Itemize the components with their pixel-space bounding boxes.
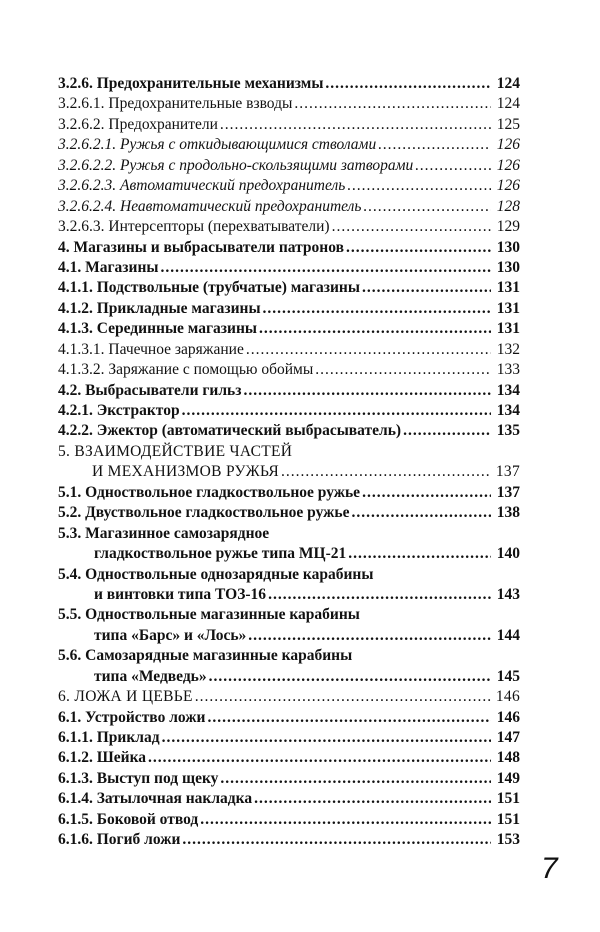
toc-entry [58, 238, 520, 258]
toc-entry-page: 126 [496, 177, 520, 195]
toc-entry [58, 381, 520, 401]
toc-entry [58, 319, 520, 339]
dot-leader [362, 278, 491, 298]
toc-entry [58, 769, 520, 789]
toc-entry [58, 810, 520, 830]
toc-entry-page: 149 [496, 769, 520, 787]
toc-entry-page: 145 [496, 667, 520, 685]
toc-entry-page: 146 [496, 708, 520, 726]
toc-entry-page: 134 [496, 381, 520, 399]
dot-leader [294, 94, 491, 114]
toc-entry [58, 605, 520, 625]
toc-entry-title: 3.2.6. Предохранительные механизмы [58, 75, 324, 92]
toc-entry-title: 5.6. Самозарядные магазинные карабины [58, 647, 353, 665]
toc-entry-title: 5. ВЗАИМОДЕЙСТВИЕ ЧАСТЕЙ [58, 442, 293, 460]
toc-entry [58, 830, 520, 850]
toc-entry-title: 4.1.3.2. Заряжание с помощью обоймы [58, 361, 314, 379]
toc-entry [58, 360, 520, 380]
dot-leader [263, 299, 491, 319]
toc-entry-title: 6.1.3. Выступ под щеку [58, 769, 219, 787]
page-number: 7 [541, 852, 558, 885]
toc-entry [58, 115, 520, 135]
toc-entry-title: 6.1.5. Боковой отвод [58, 810, 199, 828]
toc-entry-title: 5.3. Магазинное самозарядное [58, 524, 270, 542]
toc-entry-title: типа «Барс» и «Лось» [94, 626, 247, 644]
toc-entry-title: 3.2.6.2. Предохранители [58, 115, 218, 133]
dot-leader [332, 217, 491, 237]
dot-leader [346, 238, 491, 258]
dot-leader [254, 789, 491, 809]
toc-entry-page: 137 [495, 463, 520, 481]
dot-leader [182, 401, 491, 421]
toc-entry-title: гладкоствольное ружье типа МЦ-21 [94, 545, 347, 563]
toc-entry [58, 176, 520, 196]
toc-entry [58, 544, 520, 564]
dot-leader [248, 626, 491, 646]
toc-entry [58, 421, 520, 441]
toc-entry-page: 138 [496, 504, 520, 522]
toc-entry-title: 4.2.1. Экстрактор [58, 402, 180, 419]
dot-leader [200, 810, 491, 830]
toc-entry-page: 148 [496, 749, 520, 767]
toc-entry-title: 5.1. Одноствольное гладкоствольное ружье [58, 483, 361, 501]
dot-leader [351, 503, 491, 523]
toc-entry [58, 667, 520, 687]
table-of-contents [58, 74, 520, 851]
toc-entry-page: 151 [496, 790, 520, 808]
toc-entry [58, 442, 520, 462]
toc-entry-title: 3.2.6.2.3. Автоматический предохранитель [58, 177, 346, 195]
toc-entry [58, 74, 520, 94]
toc-entry-title: 4.2.2. Эжектор (автоматический выбрасыватель) [58, 422, 402, 440]
dot-leader [243, 381, 491, 401]
toc-entry [58, 748, 520, 768]
dot-leader [268, 585, 491, 605]
toc-entry [58, 462, 520, 482]
toc-entry-title: 3.2.6.2.2. Ружья с продольно-скользящими затворами [58, 156, 414, 174]
dot-leader [281, 462, 491, 482]
toc-entry [58, 708, 520, 728]
toc-entry [58, 135, 520, 155]
toc-entry-page: 126 [496, 136, 520, 154]
toc-entry-title: 5.2. Двуствольное гладкоствольное ружье [58, 504, 350, 522]
dot-leader [378, 135, 491, 155]
toc-entry-title: 3.2.6.2.1. Ружья с откидывающимися стволами [58, 136, 377, 154]
toc-entry-page: 133 [496, 361, 520, 379]
dot-leader [362, 483, 491, 503]
toc-entry [58, 217, 520, 237]
dot-leader [161, 258, 492, 278]
dot-leader [209, 667, 491, 687]
dot-leader [148, 748, 491, 768]
toc-entry-page: 144 [496, 626, 520, 644]
toc-entry-title: 3.2.6.1. Предохранительные взводы [58, 95, 293, 113]
toc-entry-title: 4. Магазины и выбрасыватели патронов [58, 238, 344, 256]
dot-leader [348, 544, 491, 564]
toc-entry [58, 503, 520, 523]
toc-entry-page: 131 [496, 320, 520, 338]
dot-leader [220, 115, 491, 135]
toc-entry [58, 340, 520, 360]
toc-entry-page: 132 [496, 340, 520, 358]
dot-leader [207, 708, 491, 728]
toc-entry-page: 124 [496, 75, 520, 92]
toc-entry-page: 151 [496, 810, 520, 828]
toc-entry [58, 646, 520, 666]
dot-leader [195, 687, 491, 707]
toc-entry-title: 4.1.1. Подствольные (трубчатые) магазины [58, 279, 360, 297]
dot-leader [415, 156, 491, 176]
toc-entry [58, 197, 520, 217]
toc-entry-page: 131 [496, 279, 520, 297]
dot-leader [347, 176, 491, 196]
toc-entry-title: 3.2.6.2.4. Неавтоматический предохранитель [58, 197, 362, 215]
toc-entry-page: 126 [496, 156, 520, 174]
toc-entry-title: 6. ЛОЖА И ЦЕВЬЕ [58, 688, 193, 706]
toc-entry [58, 789, 520, 809]
toc-entry [58, 728, 520, 748]
toc-entry-title: 6.1.4. Затылочная накладка [58, 790, 253, 808]
toc-entry-title: 6.1.2. Шейка [58, 749, 147, 767]
toc-entry-title: 3.2.6.3. Интерсепторы (перехватыватели) [58, 218, 330, 236]
dot-leader [162, 728, 491, 748]
toc-entry-title: 5.5. Одноствольные магазинные карабины [58, 606, 360, 624]
toc-entry-page: 153 [496, 831, 520, 849]
toc-entry [58, 94, 520, 114]
toc-entry-page: 129 [496, 218, 520, 236]
dot-leader [403, 421, 491, 441]
toc-entry-title: 5.4. Одноствольные однозарядные карабины [58, 565, 374, 583]
toc-entry-title: 4.1.3. Серединные магазины [58, 320, 257, 338]
toc-entry-page: 137 [496, 483, 520, 501]
toc-entry-page: 125 [496, 115, 520, 133]
toc-entry-title: 4.2. Выбрасыватели гильз [58, 381, 242, 399]
toc-entry-page: 130 [496, 238, 520, 256]
toc-entry [58, 565, 520, 585]
toc-entry-title: 4.1.3.1. Пачечное заряжание [58, 340, 244, 358]
toc-entry [58, 687, 520, 707]
toc-entry-page: 147 [496, 729, 520, 746]
dot-leader [363, 197, 491, 217]
toc-entry [58, 299, 520, 319]
toc-entry-title: 6.1.6. Погиб ложи [58, 831, 181, 849]
toc-entry [58, 483, 520, 503]
toc-entry-title: 6.1.1. Приклад [58, 729, 160, 746]
toc-entry [58, 258, 520, 278]
toc-entry-page: 124 [496, 95, 520, 113]
toc-entry [58, 401, 520, 421]
dot-leader [246, 340, 491, 360]
toc-entry-page: 143 [496, 585, 520, 603]
toc-entry-page: 146 [495, 688, 520, 706]
toc-entry-title: И МЕХАНИЗМОВ РУЖЬЯ [92, 463, 279, 481]
toc-entry-page: 135 [496, 422, 520, 440]
toc-entry [58, 524, 520, 544]
dot-leader [220, 769, 491, 789]
toc-entry [58, 278, 520, 298]
toc-entry-page: 130 [496, 258, 520, 276]
toc-entry [58, 626, 520, 646]
dot-leader [182, 830, 491, 850]
toc-entry-title: типа «Медведь» [94, 667, 207, 685]
toc-entry [58, 585, 520, 605]
toc-entry-title: 4.1.2. Прикладные магазины [58, 299, 261, 317]
dot-leader [325, 74, 491, 94]
toc-entry [58, 156, 520, 176]
toc-entry-title: 4.1. Магазины [58, 258, 159, 276]
dot-leader [315, 360, 491, 380]
toc-entry-page: 140 [496, 545, 520, 563]
dot-leader [259, 319, 491, 339]
toc-entry-page: 128 [496, 197, 520, 215]
toc-entry-page: 134 [496, 402, 520, 419]
toc-entry-page: 131 [496, 299, 520, 317]
toc-entry-title: и винтовки типа ТОЗ-16 [94, 585, 267, 603]
toc-entry-title: 6.1. Устройство ложи [58, 708, 206, 726]
